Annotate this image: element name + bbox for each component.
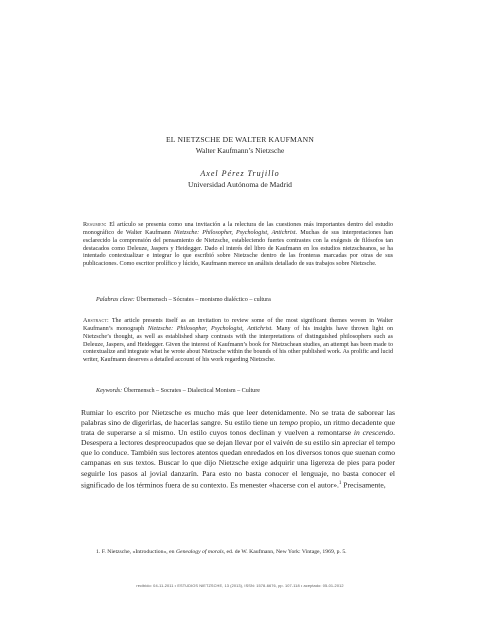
page-footer: recibido: 04-11-2011 • ESTUDIOS NIETZSCHE, 13 (2013), ISSN: 1578-6676, pp. 107-118 • aceptado: 05-01-2012 — [136, 583, 344, 588]
abstract-text-es-2: Muchas de sus interpretaciones han esclarecido la comprensión del pensamiento de Nietzsche, estableciendo fuertes contrastes con la exégesis de filósofos tan destacados como Deleuze, Jaspers y Heidegger. Dado el interés del libro de Kaufmann en los estudios nietzscheanos, se ha intentado contextualizar e integrar lo que escribió sobre Nietzsche dentro de las fronteras marcadas por otras de sus publicaciones. Como escritor prolífico y lúcido, Kaufmann merece un análisis detallado de sus trabajos sobre Nietzsche. — [83, 229, 393, 268]
body-italic-tempo: tempo — [279, 418, 298, 428]
body-text-1: Rumiar lo escrito por Nietzsche es mucho más que leer detenidamente. No se trata de saborear las palabras sino de digerirlas, de hacerlas sangre. Su estilo tiene un — [81, 408, 395, 428]
abstract-book-title-es: Nietzsche: Philosopher, Psychologist, Antichrist. — [173, 229, 298, 236]
footnote — [81, 548, 395, 556]
abstract-spanish — [83, 222, 393, 269]
abstract-book-title-en: Nietzsche: Philosopher, Psychologist, Antichrist. — [147, 325, 273, 332]
abstract-label-es: Resumen: — [83, 222, 107, 228]
body-text-4: Precisamente, — [341, 480, 386, 490]
author-name: Axel Pérez Trujillo — [200, 169, 280, 178]
body-italic-crescendo: in crescendo — [353, 428, 394, 438]
footnote-text-1: 1. F. Nietzsche, «Introduction», en — [96, 549, 176, 555]
author-affiliation: Universidad Autónoma de Madrid — [188, 180, 292, 189]
footnote-ref[interactable]: 1 — [338, 480, 342, 486]
abstract-text-en-2: Many of his insights have thrown light on Nietzsche’s thought, as well as established sharp contrasts with the interpretations of distinguished philosophers such as Deleuze, Jaspers, and Heidegger. Given the interest of Kaufmann’s book for Nietzschean studies, an attempt has been made to contextualize and integrate what he wrote about Nietzsche within the bounds of his other published work. As prolific and lucid writer, Kaufmann deserves a detailed account of his work regarding Nietzsche. — [83, 325, 393, 364]
abstract-text-en-1: The article presents itself as an invitation to review some of the most significant themes woven in Walter Kaufmann’s monograph — [83, 318, 393, 332]
abstract-text-es-1: El artículo se presenta como una invitación a la relectura de las cuestiones más importantes dentro del estudio monográfico de Walter Kaufmann — [83, 222, 393, 236]
footnote-italic: Genealogy of morals — [175, 549, 224, 555]
body-text-2: propio, un ritmo decadente que trata de superarse a sí mismo. Un estilo cuyos tonos declinan y vuelven a remontarse — [81, 418, 395, 438]
body-paragraph — [81, 408, 395, 490]
keywords-text-en: Übermensch – Socrates – Dialectical Monism – Culture — [122, 388, 260, 394]
footnote-text-2: , ed. de W. Kaufmann, New York: Vintage, 1969, p. 5. — [223, 549, 347, 555]
keywords-label-en: Keywords: — [96, 388, 123, 394]
keywords-english — [96, 388, 396, 396]
body-text-3: . Desespera a lectores despreocupados que se dejan llevar por el vaivén de su estilo sin apreciar el tempo que lo conduce. También sus lectores atentos quedan enredados en los diversos tonos que suenan como campanas en sus textos. Buscar lo que dijo Nietzsche exige adquirir una ligereza de pies para poder seguirle los pasos al jovial danzarín. Para esto no basta conocer el lenguaje, no basta conocer el significado de los términos fuera de su contexto. Es menester «hacerse con el autor». — [81, 428, 395, 490]
article-subtitle: Walter Kaufmann’s Nietzsche — [195, 146, 285, 155]
abstract-label-en: Abstract: — [83, 318, 109, 324]
abstract-english — [83, 318, 393, 365]
article-title: EL NIETZSCHE DE WALTER KAUFMANN — [165, 135, 315, 144]
keywords-text-es: Übermensch – Sócrates – monismo dialéctico – cultura — [134, 297, 271, 303]
keywords-spanish — [96, 297, 396, 305]
keywords-label-es: Palabras clave: — [96, 297, 135, 303]
